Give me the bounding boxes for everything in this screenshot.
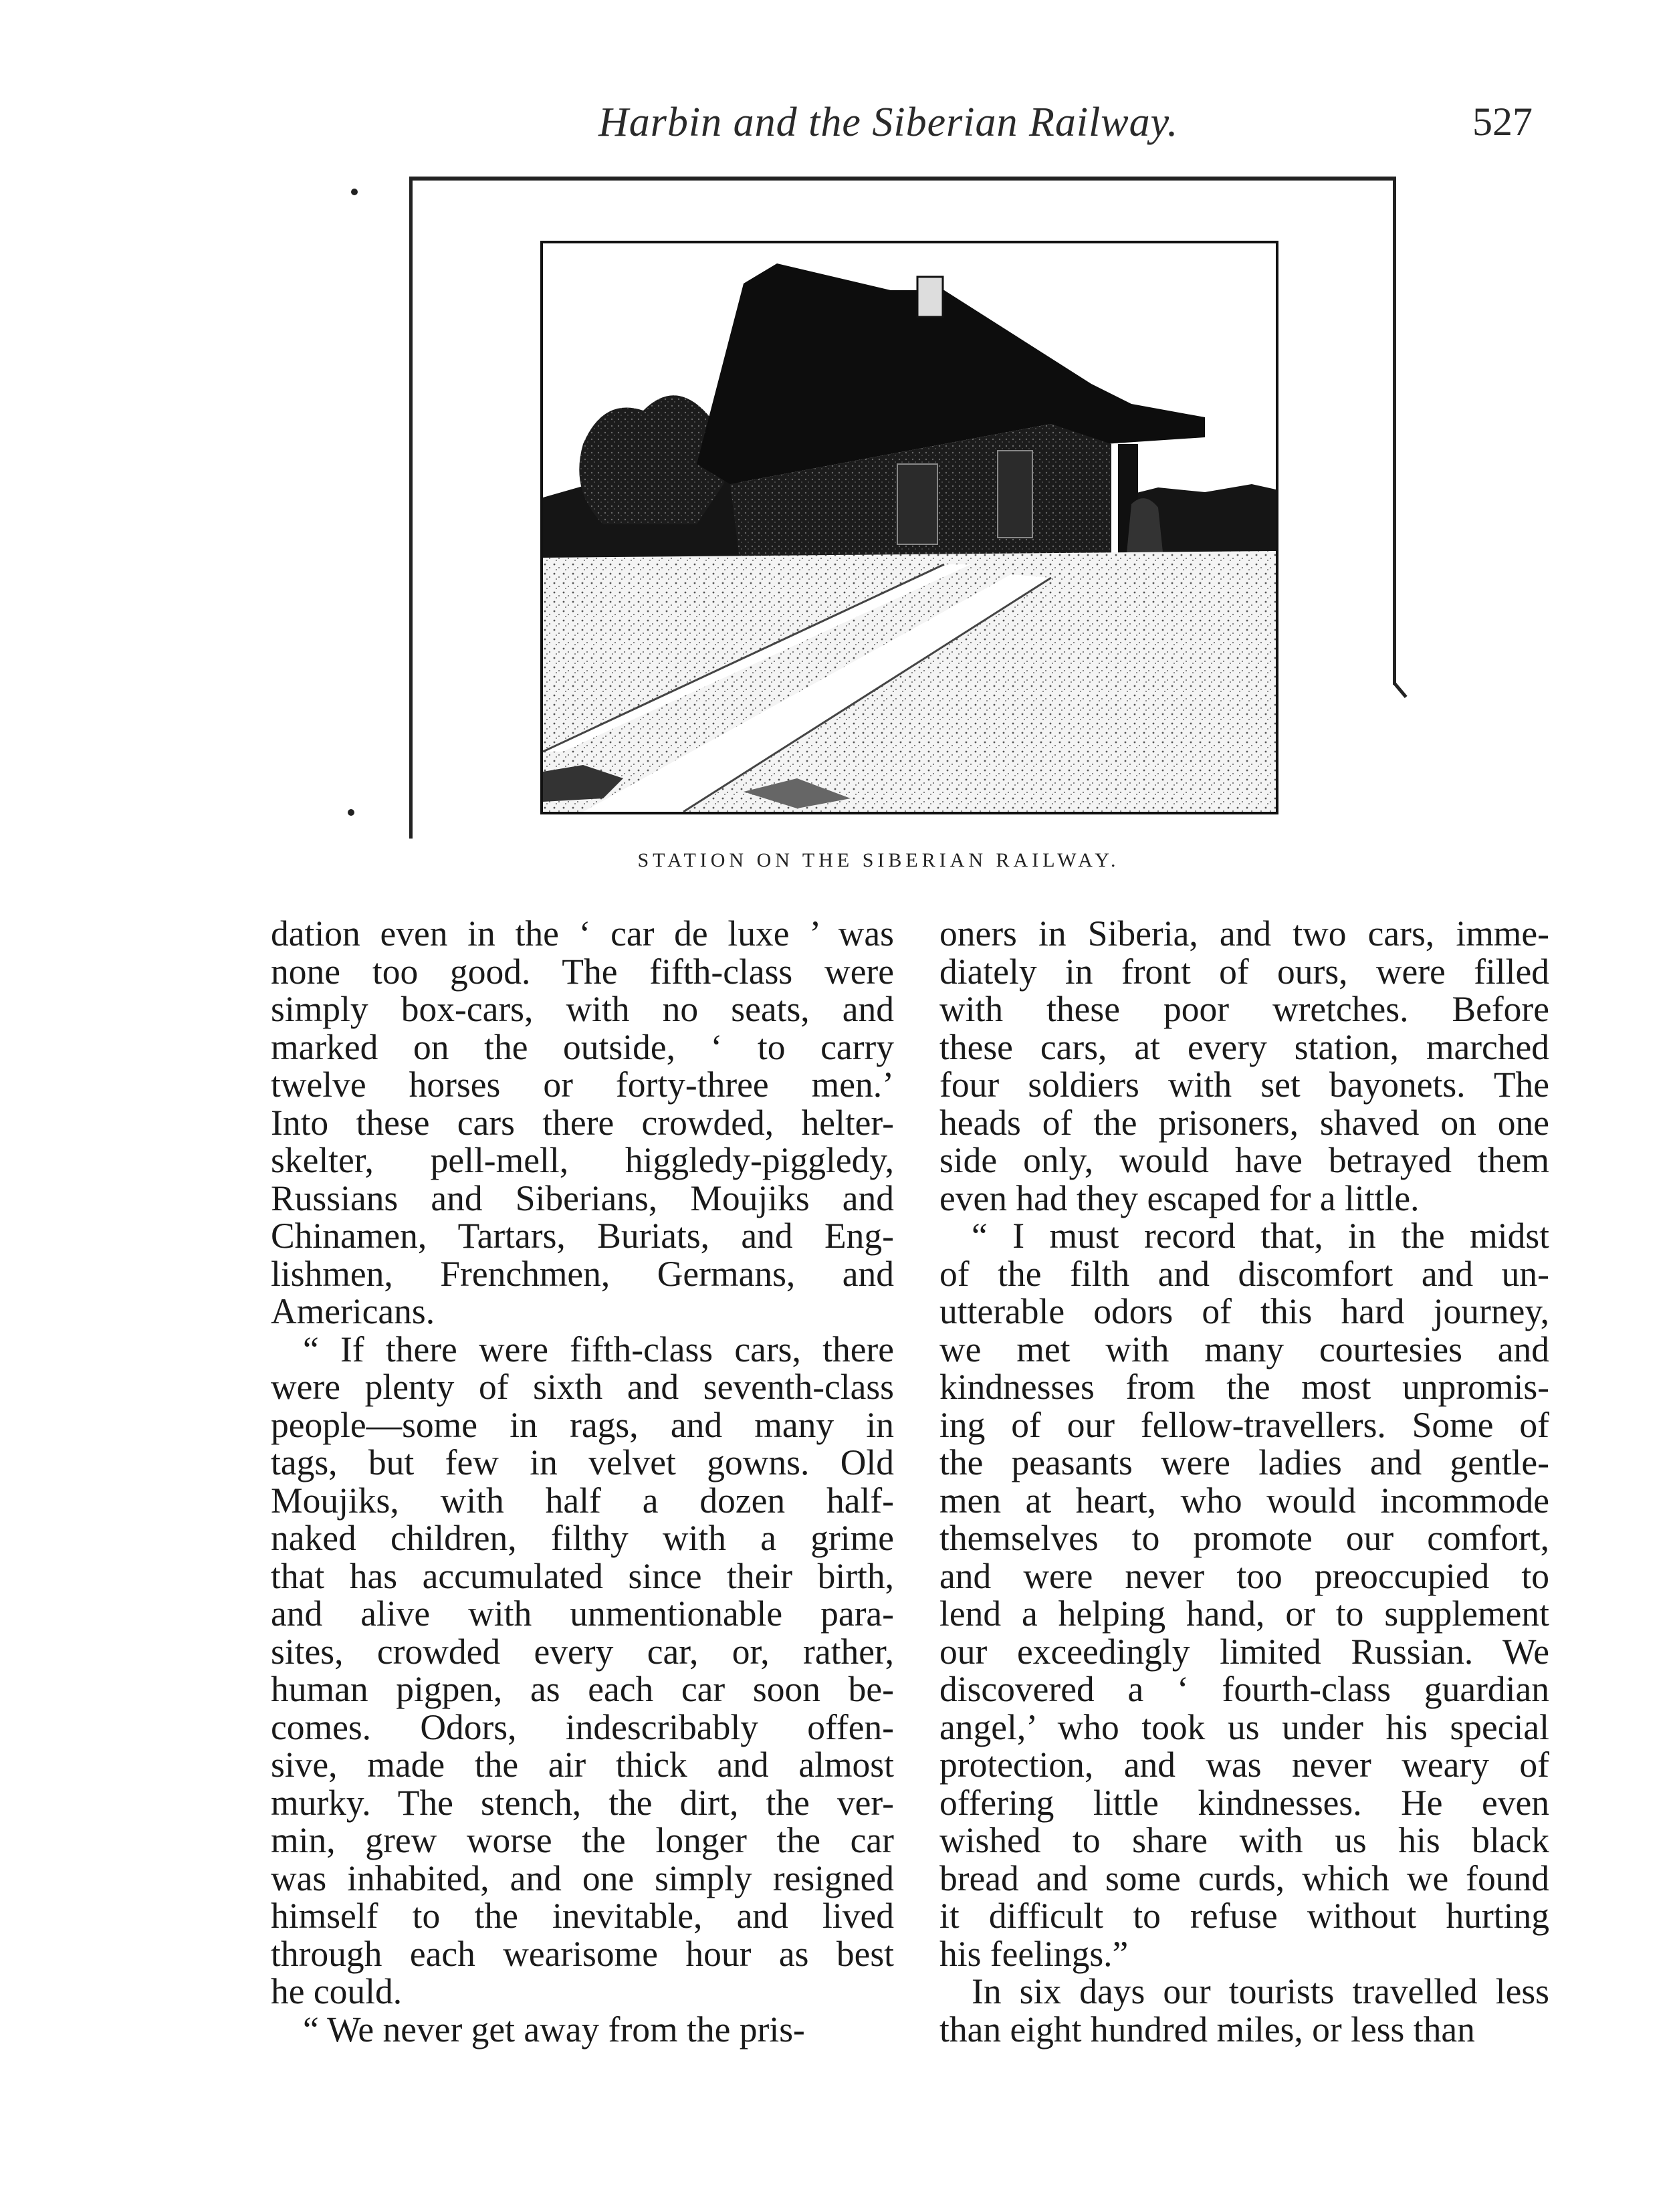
- text-line: “ We never get away from the pris-: [303, 2009, 805, 2050]
- station-photograph: [540, 241, 1278, 814]
- figure-caption: STATION ON THE SIBERIAN RAILWAY.: [637, 849, 1120, 871]
- text-line: even had they escaped for a little.: [939, 1178, 1420, 1218]
- text-line: it difficult to refuse without hurting: [939, 1896, 1549, 1936]
- text-line: Americans.: [271, 1291, 435, 1331]
- text-line: themselves to promote our comfort,: [939, 1518, 1549, 1558]
- text-line: naked children, filthy with a grime: [271, 1518, 894, 1558]
- text-line: In six days our tourists travelled less: [972, 1971, 1549, 2011]
- text-line: dation even in the ‘ car de luxe ’ was: [271, 913, 894, 954]
- text-line: Russians and Siberians, Moujiks and: [271, 1178, 894, 1218]
- text-line: side only, would have betrayed them: [939, 1140, 1549, 1180]
- text-line: protection, and was never weary of: [939, 1745, 1549, 1785]
- text-line: sive, made the air thick and almost: [271, 1745, 894, 1785]
- text-line: lishmen, Frenchmen, Germans, and: [271, 1253, 894, 1294]
- text-line: sites, crowded every car, or, rather,: [271, 1631, 894, 1672]
- text-line: diately in front of ours, were filled: [939, 951, 1549, 992]
- text-line: offering little kindnesses. He even: [939, 1782, 1549, 1823]
- figure-frame-right-rule: [1393, 177, 1396, 685]
- text-line: Moujiks, with half a dozen half-: [271, 1480, 894, 1521]
- text-line: four soldiers with set bayonets. The: [939, 1065, 1549, 1105]
- figure-frame-right-tail: [1393, 683, 1408, 698]
- text-line: of the filth and discomfort and un-: [939, 1253, 1549, 1294]
- figure-frame-top-rule: [411, 177, 1394, 181]
- text-line: men at heart, who would incommode: [939, 1480, 1549, 1521]
- text-line: simply box-cars, with no seats, and: [271, 989, 894, 1029]
- text-line: marked on the outside, ‘ to carry: [271, 1026, 894, 1067]
- text-line: that has accumulated since their birth,: [271, 1555, 894, 1596]
- text-line: bread and some curds, which we found: [939, 1858, 1549, 1898]
- text-line: himself to the inevitable, and lived: [271, 1896, 894, 1936]
- text-line: min, grew worse the longer the car: [271, 1820, 894, 1860]
- text-line: “ If there were fifth-class cars, there: [303, 1329, 894, 1369]
- text-line: wished to share with us his black: [939, 1820, 1549, 1860]
- text-line: we met with many courtesies and: [939, 1329, 1549, 1369]
- text-line: comes. Odors, indescribably offen-: [271, 1706, 894, 1747]
- text-line: none too good. The fifth-class were: [271, 951, 894, 992]
- page-number: 527: [1472, 100, 1533, 144]
- text-line: oners in Siberia, and two cars, imme-: [939, 913, 1549, 954]
- text-line: than eight hundred miles, or less than: [939, 2009, 1475, 2050]
- text-line: Chinamen, Tartars, Buriats, and Eng-: [271, 1216, 894, 1256]
- text-line: twelve horses or forty-three men.’: [271, 1065, 894, 1105]
- text-line: lend a helping hand, or to supplement: [939, 1593, 1549, 1634]
- text-line: our exceedingly limited Russian. We: [939, 1631, 1549, 1672]
- text-line: discovered a ‘ fourth-class guardian: [939, 1669, 1549, 1709]
- text-line: angel,’ who took us under his special: [939, 1706, 1549, 1747]
- text-line: heads of the prisoners, shaved on one: [939, 1102, 1549, 1143]
- text-line: he could.: [271, 1971, 403, 2011]
- running-title: Harbin and the Siberian Railway.: [598, 100, 1179, 145]
- text-line: with these poor wretches. Before: [939, 989, 1549, 1029]
- text-line: human pigpen, as each car soon be-: [271, 1669, 894, 1709]
- running-head: [0, 99, 1677, 152]
- left-text-column: [271, 915, 894, 2048]
- station-photograph-illustration: [543, 243, 1276, 812]
- text-line: “ I must record that, in the midst: [972, 1216, 1549, 1256]
- stray-ink-mark: [348, 809, 354, 816]
- text-line: murky. The stench, the dirt, the ver-: [271, 1782, 894, 1823]
- text-line: tags, but few in velvet gowns. Old: [271, 1442, 894, 1482]
- figure-frame-left-rule: [409, 177, 413, 839]
- text-line: was inhabited, and one simply resigned: [271, 1858, 894, 1898]
- text-line: were plenty of sixth and seventh-class: [271, 1367, 894, 1407]
- text-line: skelter, pell-mell, higgledy-piggledy,: [271, 1140, 894, 1180]
- text-line: people—some in rags, and many in: [271, 1404, 894, 1445]
- text-line: kindnesses from the most unpromis-: [939, 1367, 1549, 1407]
- stray-ink-mark: [351, 189, 358, 195]
- text-line: Into these cars there crowded, helter-: [271, 1102, 894, 1143]
- text-line: and were never too preoccupied to: [939, 1555, 1549, 1596]
- text-line: through each wearisome hour as best: [271, 1933, 894, 1974]
- text-line: ing of our fellow-travellers. Some of: [939, 1404, 1549, 1445]
- right-text-column: [939, 915, 1549, 2048]
- text-line: utterable odors of this hard journey,: [939, 1291, 1549, 1331]
- text-line: his feelings.”: [939, 1933, 1129, 1974]
- text-line: and alive with unmentionable para-: [271, 1593, 894, 1634]
- text-line: these cars, at every station, marched: [939, 1026, 1549, 1067]
- text-line: the peasants were ladies and gentle-: [939, 1442, 1549, 1482]
